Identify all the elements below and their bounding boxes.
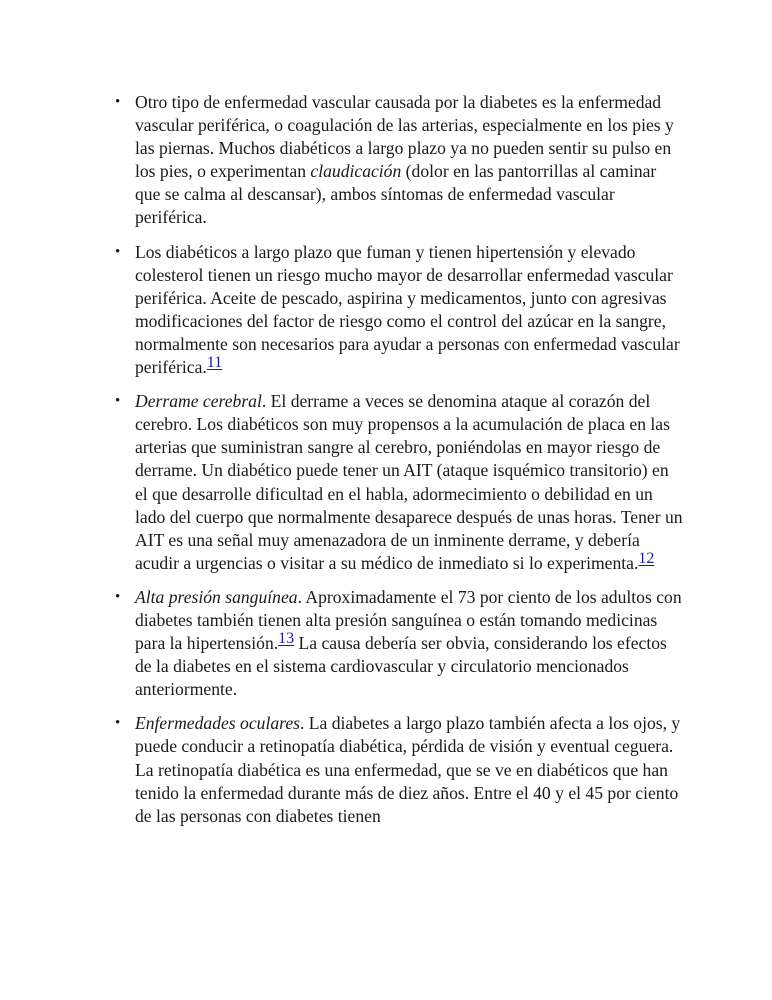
paragraph-text: . El derrame a veces se denomina ataque al corazón del cerebro. Los diabéticos son muy propensos a la acumulación de placa en las arterias que suministran sangre al cerebro, poniéndolas en mayor riesgo de derrame. Un diabético puede tener un AIT (ataque isquémico transitorio) en el que desarrolle dificultad en el habla, adormecimiento o debilidad en un lado del cuerpo que normalmente desaparece después de unas horas. Tener un AIT es una señal muy amenazadora de un inminente derrame, y debería acudir a urgencias o visitar a su médico de inmediato si lo experimenta. [135,391,683,573]
paragraph-text: . La diabetes a largo plazo también afecta a los ojos, y puede conducir a retinopatía diabética, pérdida de visión y eventual ceguera. La retinopatía diabética es una enfermedad, que se ve en diabéticos que han tenido la enfermedad durante más de diez años. Entre el 40 y el 45 por ciento de las personas con diabetes tienen [135,713,681,826]
list-item [115,241,685,380]
footnote-link[interactable]: 11 [206,354,223,372]
list-item [115,91,685,230]
bullet-marker: • [115,94,121,110]
paragraph-text: La causa debería ser obvia, considerando los efectos de la diabetes en el sistema cardiovascular y circulatorio mencionados anteriormente. [135,633,667,700]
bullet-marker: • [115,715,121,732]
list-item [115,586,685,701]
italic-heading: Enfermedades oculares [135,713,300,734]
list-item [115,390,685,575]
paragraph-text: . Aproximadamente el 73 por ciento de los adultos con diabetes también tienen alta presión sanguínea o están tomando medicinas para la hipertensión. [135,586,682,654]
bullet-marker: • [115,243,121,260]
bullet-marker: • [115,588,121,605]
footnote-link[interactable]: 12 [638,549,655,567]
italic-heading: Derrame cerebral [135,391,262,412]
paragraph-text: Otro tipo de enfermedad vascular causada por la diabetes es la enfermedad vascular periférica, o coagulación de las arterias, especialmente en los pies y las piernas. Muchos diabéticos a largo plazo ya no pueden sentir su pulso en los pies, o experimentan [135,92,674,182]
footnote-link[interactable]: 13 [278,630,295,648]
bullet-marker: • [115,393,121,410]
italic-term: claudicación [310,161,402,182]
bullet-list [115,91,685,839]
list-item [115,712,685,827]
paragraph-text: Los diabéticos a largo plazo que fuman y tienen hipertensión y elevado colesterol tienen un riesgo mucho mayor de desarrollar enfermedad vascular periférica. Aceite de pescado, aspirina y medicamentos, junto con agresivas modificaciones del factor de riesgo como el control del azúcar en la sangre, normalmente son necesarios para ayudar a personas con enfermedad vascular periférica. [135,241,680,378]
paragraph-text: (dolor en las pantorrillas al caminar que se calma al descansar), ambos síntomas de enfermedad vascular periférica. [135,161,657,228]
italic-heading: Alta presión sanguínea [135,586,298,607]
